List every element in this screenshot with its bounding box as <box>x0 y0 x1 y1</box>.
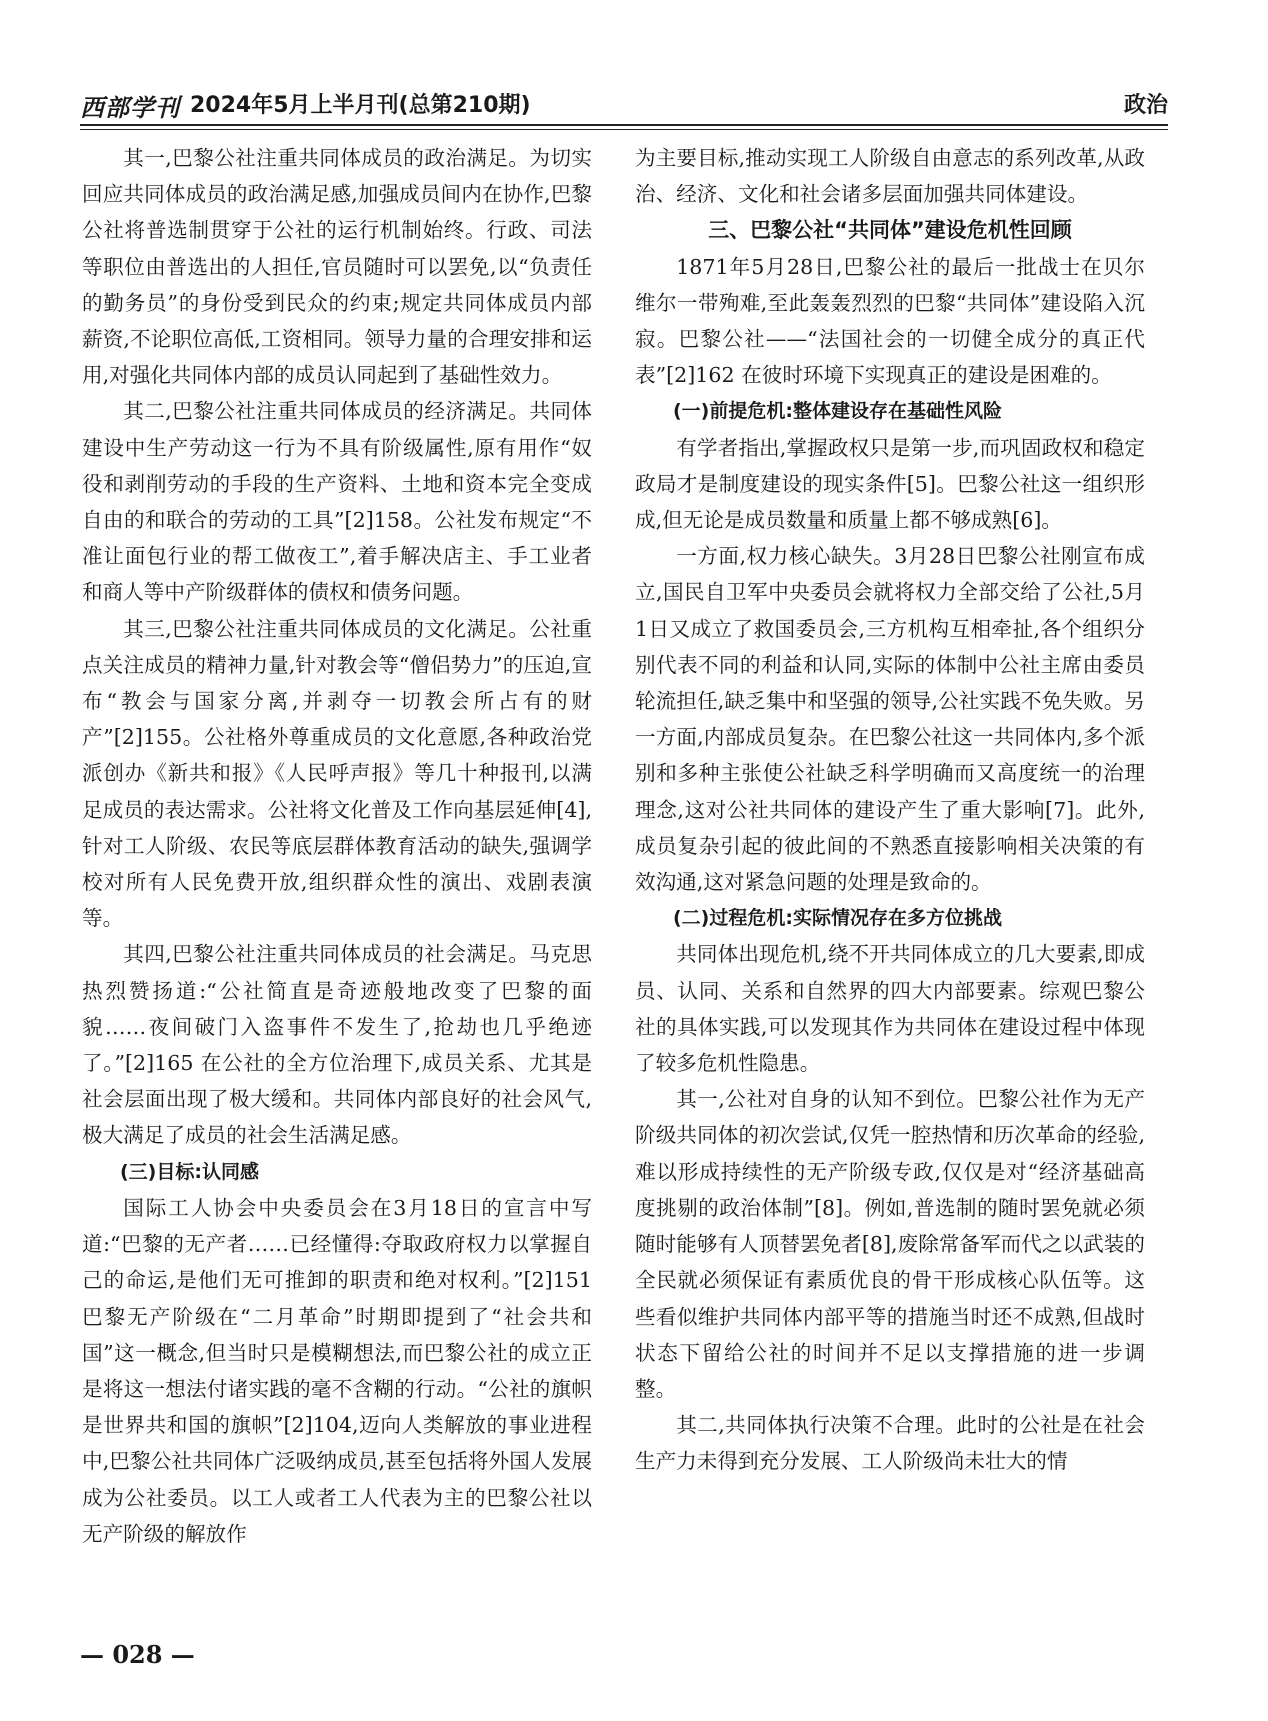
paragraph: 其一,巴黎公社注重共同体成员的政治满足。为切实回应共同体成员的政治满足感,加强成员间内在协作,巴黎公社将普选制贯穿于公社的运行机制始终。行政、司法等职位由普选出的人担任,官员随时可以罢免,以“负责任的勤务员”的身份受到民众的约束;规定共同体成员内部薪资,不论职位高低,工资相同。领导力量的合理安排和运用,对强化共同体内部的成员认同起到了基础性效力。 <box>82 146 592 388</box>
issue-info: 2024年5月上半月刊(总第210期) <box>190 93 531 118</box>
section-heading: 三、巴黎公社“共同体”建设危机性回顾 <box>708 218 1072 243</box>
paragraph: 1871年5月28日,巴黎公社的最后一批战士在贝尔维尔一带殉难,至此轰轰烈烈的巴黎“共同体”建设陷入沉寂。巴黎公社——“法国社会的一切健全成分的真正代表”[2]162 在彼时环境下实现真正的建设是困难的。 <box>635 254 1145 388</box>
right-column <box>635 140 1145 1480</box>
paragraph: 共同体出现危机,绕不开共同体成立的几大要素,即成员、认同、关系和自然界的四大内部要素。综观巴黎公社的具体实践,可以发现其作为共同体在建设过程中体现了较多危机性隐患。 <box>635 942 1145 1076</box>
paragraph: 有学者指出,掌握政权只是第一步,而巩固政权和稳定政局才是制度建设的现实条件[5]。巴黎公社这一组织形成,但无论是成员数量和质量上都不够成熟[6]。 <box>635 435 1145 533</box>
paragraph: 其三,巴黎公社注重共同体成员的文化满足。公社重点关注成员的精神力量,针对教会等“僧侣势力”的压迫,宣布“教会与国家分离,并剥夺一切教会所占有的财产”[2]155。公社格外尊重成员的文化意愿,各种政治党派创办《新共和报》《人民呼声报》等几十种报刊,以满足成员的表达需求。公社将文化普及工作向基层延伸[4],针对工人阶级、农民等底层群体教育活动的缺失,强调学校对所有人民免费开放,组织群众性的演出、戏剧表演等。 <box>82 616 592 931</box>
page-number: — 028 — <box>80 1640 195 1669</box>
subsection-heading: (一)前提危机:整体建设存在基础性风险 <box>673 400 1002 423</box>
header-rule-thin <box>80 129 1168 130</box>
journal-logo: 西部学刊 <box>80 93 180 122</box>
paragraph: 一方面,权力核心缺失。3月28日巴黎公社刚宣布成立,国民自卫军中央委员会就将权力全部交给了公社,5月1日又成立了救国委员会,三方机构互相牵扯,各个组织分别代表不同的利益和认同,实际的体制中公社主席由委员轮流担任,缺乏集中和坚强的领导,公社实践不免失败。另一方面,内部成员复杂。在巴黎公社这一共同体内,多个派别和多种主张使公社缺乏科学明确而又高度统一的治理理念,这对公社共同体的建设产生了重大影响[7]。此外,成员复杂引起的彼此间的不熟悉直接影响相关决策的有效沟通,这对紧急问题的处理是致命的。 <box>635 544 1145 895</box>
paragraph: 其二,巴黎公社注重共同体成员的经济满足。共同体建设中生产劳动这一行为不具有阶级属性,原有用作“奴役和剥削劳动的手段的生产资料、土地和资本完全变成自由的和联合的劳动的工具”[2]158。公社发布规定“不准让面包行业的帮工做夜工”,着手解决店主、手工业者和商人等中产阶级群体的债权和债务问题。 <box>82 399 592 605</box>
subsection-heading: (二)过程危机:实际情况存在多方位挑战 <box>673 907 1002 930</box>
header-rule-thick <box>80 124 1168 126</box>
paragraph: 其二,共同体执行决策不合理。此时的公社是在社会生产力未得到充分发展、工人阶级尚未壮大的情 <box>635 1413 1145 1474</box>
left-column <box>82 140 592 1552</box>
subsection-heading: (三)目标:认同感 <box>120 1160 259 1183</box>
paragraph: 其四,巴黎公社注重共同体成员的社会满足。马克思热烈赞扬道:“公社简直是奇迹般地改变了巴黎的面貌……夜间破门入盗事件不发生了,抢劫也几乎绝迹了。”[2]165 在公社的全方位治理下,成员关系、尤其是社会层面出现了极大缓和。共同体内部良好的社会风气,极大满足了成员的社会生活满足感。 <box>82 942 592 1148</box>
page-header <box>80 86 1168 126</box>
paragraph: 其一,公社对自身的认知不到位。巴黎公社作为无产阶级共同体的初次尝试,仅凭一腔热情和历次革命的经验,难以形成持续性的无产阶级专政,仅仅是对“经济基础高度挑剔的政治体制”[8]。例如,普选制的随时罢免就必须随时能够有人顶替罢免者[8],废除常备军而代之以武装的全民就必须保证有素质优良的骨干形成核心队伍等。这些看似维护共同体内部平等的措施当时还不成熟,但战时状态下留给公社的时间并不足以支撑措施的进一步调整。 <box>635 1087 1145 1401</box>
paragraph-continued: 为主要目标,推动实现工人阶级自由意志的系列改革,从政治、经济、文化和社会诸多层面加强共同体建设。 <box>635 146 1145 207</box>
paragraph: 国际工人协会中央委员会在3月18日的宣言中写道:“巴黎的无产者……已经懂得:夺取政府权力以掌握自己的命运,是他们无可推卸的职责和绝对权利。”[2]151 巴黎无产阶级在“二月革命”时期即提到了“社会共和国”这一概念,但当时只是模糊想法,而巴黎公社的成立正是将这一想法付诸实践的毫不含糊的行动。“公社的旗帜是世界共和国的旗帜”[2]104,迈向人类解放的事业进程中,巴黎公社共同体广泛吸纳成员,甚至包括将外国人发展成为公社委员。以工人或者工人代表为主的巴黎公社以无产阶级的解放作 <box>82 1195 592 1546</box>
section-name: 政治 <box>1123 93 1168 118</box>
